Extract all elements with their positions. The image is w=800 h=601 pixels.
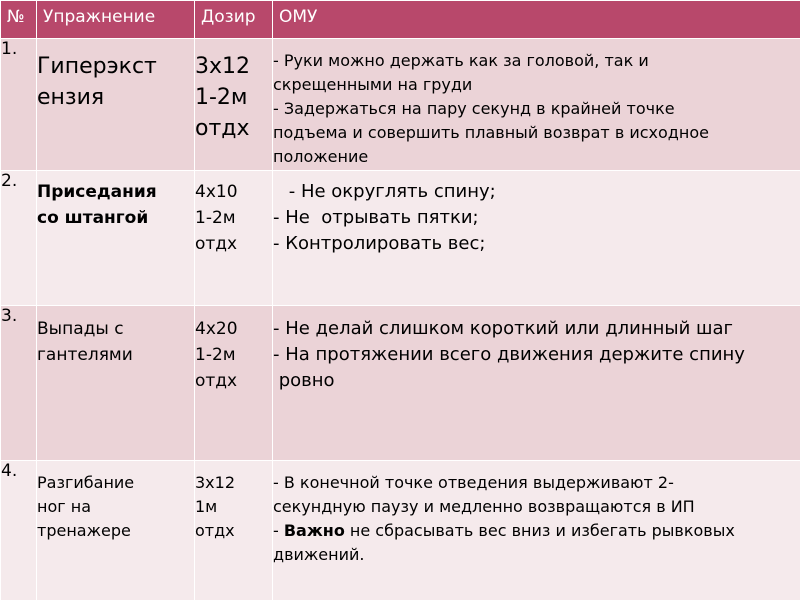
technique-note-line: ровно [273,368,800,394]
table-row [1,306,800,461]
dosage [195,171,273,306]
technique-note-line: подъема и совершить плавный возврат в исходное [273,121,800,145]
dosage [195,306,273,461]
technique-note-line: положение [273,145,800,169]
dosage-line: 3x12 [195,51,272,82]
technique-note-prefix: - [273,521,284,540]
dosage-line: 4x10 [195,179,272,205]
technique-note-line: - Руки можно держать как за головой, так и [273,49,800,73]
technique-note-line: - Не делай слишком короткий или длинный шаг [273,316,800,342]
exercise-name [37,461,195,601]
dosage [195,39,273,171]
technique-note-line: скрещенными на груди [273,73,800,97]
row-number: 3. [1,306,37,461]
header-omu: ОМУ [273,1,800,39]
row-number: 1. [1,39,37,171]
important-word: Важно [284,521,345,540]
dosage-line: 4x20 [195,316,272,342]
technique-note-line: движений. [273,543,800,567]
technique-note-continuation: не сбрасывать вес вниз и избегать рывковых [345,521,735,540]
exercise-name-line: тренажере [37,519,194,543]
header-num: № [1,1,37,39]
dosage-line: 1-2м [195,205,272,231]
exercise-name-line: ног на [37,495,194,519]
exercise-name [37,39,195,171]
exercise-name-line: гантелями [37,342,194,368]
row-number: 2. [1,171,37,306]
technique-note-line: - В конечной точке отведения выдерживают 2- [273,471,800,495]
table-row [1,461,800,601]
exercise-name-line: Приседания [37,179,194,205]
header-dosage: Дозир [195,1,273,39]
technique-notes [273,39,800,171]
dosage-line: 1м [195,495,272,519]
technique-note-line [273,519,800,543]
technique-note-line: секундную паузу и медленно возвращаются в ИП [273,495,800,519]
exercise-name-line: со штангой [37,205,194,231]
technique-notes [273,461,800,601]
dosage-line: 1-2м [195,342,272,368]
dosage-line: 1-2м [195,82,272,113]
dosage-line: 3x12 [195,471,272,495]
dosage-line: отдх [195,519,272,543]
technique-note-line: - Не округлять спину; [273,179,800,205]
technique-notes [273,171,800,306]
technique-note-line: - Контролировать вес; [273,231,800,257]
exercise-name [37,306,195,461]
exercise-name [37,171,195,306]
dosage-line: отдх [195,113,272,144]
dosage-line: отдх [195,368,272,394]
dosage [195,461,273,601]
exercise-name-line: ензия [37,82,194,113]
row-number: 4. [1,461,37,601]
table-row [1,39,800,171]
exercise-name-line: Разгибание [37,471,194,495]
exercise-name-line: Выпады с [37,316,194,342]
technique-notes [273,306,800,461]
table-row [1,171,800,306]
technique-note-line: - На протяжении всего движения держите спину [273,342,800,368]
exercise-name-line: Гиперэкст [37,51,194,82]
table-header-row [1,1,800,39]
technique-note-line: - Не отрывать пятки; [273,205,800,231]
technique-note-line: - Задержаться на пару секунд в крайней точке [273,97,800,121]
dosage-line: отдх [195,231,272,257]
header-exercise: Упражнение [37,1,195,39]
